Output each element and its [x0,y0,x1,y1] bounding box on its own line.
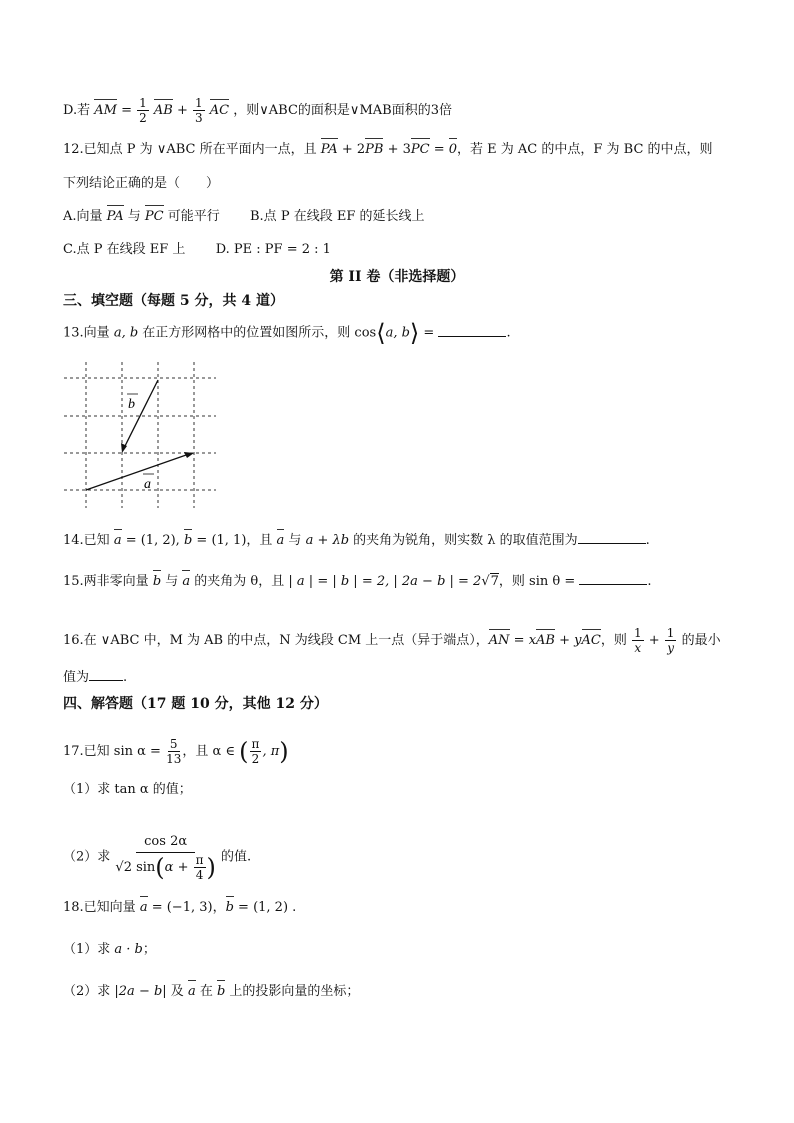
vector-b-arrow [124,380,158,448]
question-18-part-1: （1）求 a · b； [63,942,156,957]
option-d-line: D.若 AM = $\frac{1}{2}$ AB + $\frac{1}{3}$ AC ，则∨ABC的面积是∨MAB面积的3倍 [63,96,452,125]
question-16-line-2: 值为 . [63,670,128,685]
question-12-line-1: 12.已知点 P 为 ∨ABC 所在平面内一点，且 PA + 2PB + 3PC = 0，若 E 为 AC 的中点，F 为 BC 的中点，则 [63,142,713,157]
vector-am: AM [94,103,117,118]
vector-a-arrow [86,454,189,490]
question-17: 17.已知 sin α = $\frac{5}{13}$ ，且 α ∈ ( $\frac{\pi}{2}$ , π) [63,737,289,766]
vector-ab: AB [153,103,173,118]
question-12-line-2: 下列结论正确的是（ ） [63,176,220,191]
grid-lines [64,362,216,508]
answer-blank-15 [579,584,647,585]
vector-ac: AC [209,103,230,118]
vector-grid-figure [62,360,218,510]
answer-blank-14 [578,543,646,544]
section-3-heading: 三、填空题（每题 5 分，共 4 道） [63,293,284,309]
question-13: 13.向量 a, b 在正方形网格中的位置如图所示，则 cos⟨a, b⟩ = . [63,319,511,347]
section-4-heading: 四、解答题（17 题 10 分，其他 12 分） [63,696,328,712]
label-b: b [128,397,135,412]
question-12-options-cd [63,241,331,259]
option-d: D. PE : PF = 2 : 1 [215,242,331,257]
vector-a-arrowhead [184,452,194,458]
vector-pa: PA [320,142,338,157]
question-16-line-1: 16.在 ∨ABC 中，M 为 AB 的中点，N 为线段 CM 上一点（异于端点），AN = xAB + yAC，则 $\frac{1}{x}$ + $\frac{1}{y}$ 的最小 [63,626,721,655]
question-17-part-1: （1）求 tan α 的值； [63,782,192,797]
fraction-third: $\frac{1}{3}$ [195,96,203,125]
fraction-half: $\frac{1}{2}$ [139,96,147,125]
option-c: C.点 P 在线段 EF 上 [63,242,186,257]
question-14: 14.已知 a = (1, 2), b = (1, 1)，且 a 与 a + λb 的夹角为锐角，则实数 λ 的取值范围为 . [63,533,650,548]
label-a: a [144,477,151,492]
question-18-part-2: （2）求 |2a − b| 及 a 在 b 上的投影向量的坐标； [63,984,360,999]
question-18: 18.已知向量 a = (−1, 3)，b = (1, 2) . [63,900,297,915]
part-2-title: 第 II 卷（非选择题） [329,269,465,285]
vector-pb: PB [365,142,384,157]
answer-blank-16 [89,680,123,681]
vector-pc: PC [410,142,430,157]
question-15: 15.两非零向量 b 与 a 的夹角为 θ，且 | a | = | b | = 2, | 2a − b | = 2√7，则 sin θ = . [63,574,652,589]
option-b: B.点 P 在线段 EF 的延长线上 [250,209,425,224]
zero-vector: 0 [448,142,458,157]
answer-blank-13 [438,336,506,337]
question-17-part-2: （2）求 cos 2α √2 sin(α + $\frac{\pi}{4}$ ) 的值. [63,834,252,882]
question-12-options-ab: A.向量 PA 与 PC 可能平行 B.点 P 在线段 EF 的延长线上 [63,209,425,224]
